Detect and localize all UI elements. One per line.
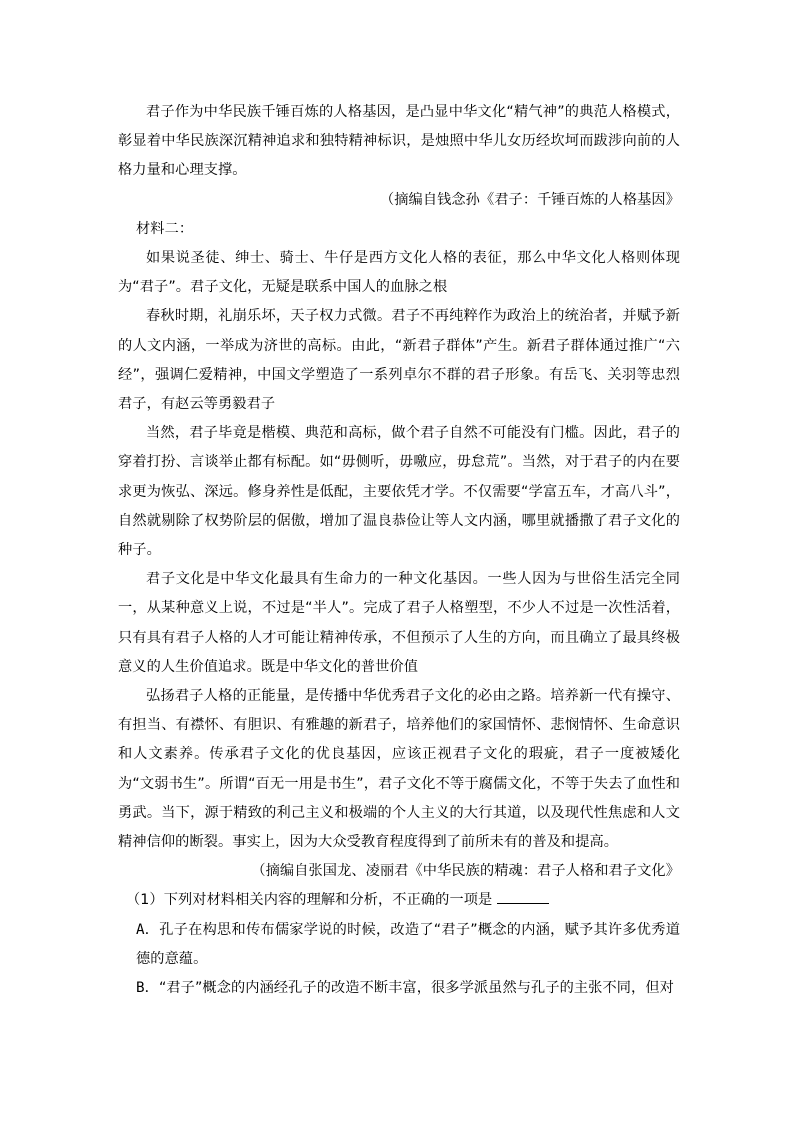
answer-blank[interactable] <box>497 889 549 904</box>
material2-paragraph-1: 如果说圣徒、绅士、骑士、牛仔是西方文化人格的表征，那么中华文化人格则体现为“君子”。君子文化，无疑是联系中国人的血脉之根 <box>118 250 680 296</box>
material2-paragraph-5: 弘扬君子人格的正能量，是传播中华优秀君子文化的必由之路。培养新一代有操守、有担当、有襟怀、有胆识、有雅趣的新君子，培养他们的家国情怀、悲悯情怀、生命意识和人文素养。传承君子文化的优良基因，应该正视君子文化的瑕疵，君子一度被矮化为“文弱书生”。所谓“百无一用是书生”，君子文化不等于腐儒文化，不等于失去了血性和勇武。当下，源于精致的利己主义和极端的个人主义的大行其道，以及现代性焦虑和人文精神信仰的断裂。事实上，因为大众受教育程度得到了前所未有的普及和提高。 <box>118 688 680 851</box>
material1-paragraph: 君子作为中华民族千锤百炼的人格基因，是凸显中华文化“精气神”的典范人格模式，彰显着中华民族深沉精神追求和独特精神标识，是烛照中华儿女历经坎坷而跋涉向前的人格力量和心理支撑。 <box>118 104 680 179</box>
option-a-label: A． <box>136 921 160 938</box>
option-a-text: 孔子在构思和传布儒家学说的时候，改造了“君子”概念的内涵，赋予其许多优秀道德的意蕴。 <box>136 921 680 967</box>
passage <box>118 98 680 1003</box>
option-a[interactable] <box>118 916 680 974</box>
option-b-text: “君子”概念的内涵经孔子的改造不断丰富，很多学派虽然与孔子的主张不同，但对 <box>158 980 674 997</box>
question-stem-text: （1）下列对材料相关内容的理解和分析，不正确的一项是 <box>126 892 493 909</box>
material2-paragraph-2: 春秋时期，礼崩乐坏，天子权力式微。君子不再纯粹作为政治上的统治者，并赋予新的人文内涵，一举成为济世的高标。由此，“新君子群体”产生。新君子群体通过推广“六经”，强调仁爱精神，中国文学塑造了一系列卓尔不群的君子形象。有岳飞、关羽等忠烈君子，有赵云等勇毅君子 <box>118 308 680 413</box>
material2-paragraph-4: 君子文化是中华文化最具有生命力的一种文化基因。一些人因为与世俗生活完全同一，从某种意义上说，不过是“半人”。完成了君子人格塑型，不少人不过是一次性活着，只有具有君子人格的人才可能让精神传承，不但预示了人生的方向，而且确立了最具终极意义的人生价值追求。既是中华文化的普世价值 <box>118 571 680 675</box>
question-stem <box>118 886 680 915</box>
material2-source: （摘编自张国龙、凌丽君《中华民族的精魂：君子人格和君子文化》 <box>251 863 680 880</box>
material1-source: （摘编自钱念孙《君子：千锤百炼的人格基因》 <box>379 191 680 208</box>
material2-heading: 材料二： <box>136 220 194 237</box>
option-b-label: B． <box>136 980 159 997</box>
option-b[interactable] <box>118 974 680 1003</box>
material2-paragraph-3: 当然，君子毕竟是楷模、典范和高标，做个君子自然不可能没有门槛。因此，君子的穿着打扮、言谈举止都有标配。如“毋侧听，毋噭应，毋怠荒”。当然，对于君子的内在要求更为恢弘、深远。修身养性是低配，主要依凭才学。不仅需要“学富五车，才高八斗”，自然就剔除了权势阶层的倨傲，增加了温良恭俭让等人文内涵，哪里就播撒了君子文化的种子。 <box>118 425 680 559</box>
